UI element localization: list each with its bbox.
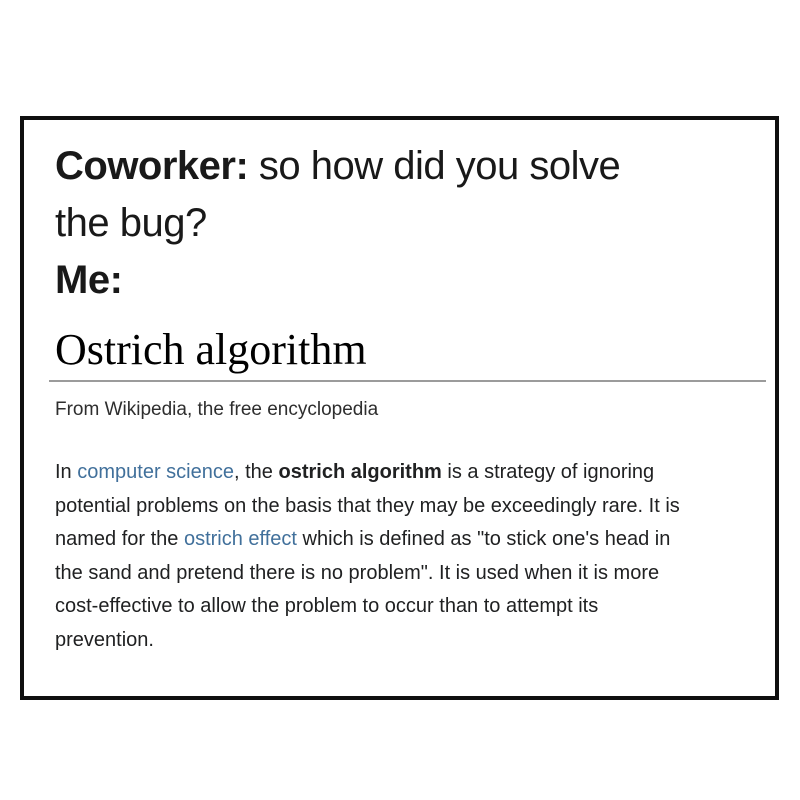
plain-text: potential problems on the basis that they may be exceedingly rare. It is (55, 494, 680, 517)
plain-text: the sand and pretend there is no problem". It is used when it is more (55, 561, 660, 584)
text-line (55, 195, 751, 252)
article-paragraph (55, 456, 751, 657)
text-line (55, 252, 751, 309)
wiki-link-ostrich-effect[interactable]: ostrich effect (183, 528, 297, 550)
plain-text: prevention. (55, 628, 154, 651)
plain-text: which is defined as "to stick one's head in (297, 528, 671, 550)
meme-panel (20, 116, 779, 700)
wiki-link-computer-science[interactable]: computer science (77, 461, 234, 483)
plain-text: In (55, 461, 78, 483)
text-line (55, 590, 751, 624)
plain-text: , the (234, 461, 279, 483)
plain-text: is a strategy of ignoring (441, 461, 655, 483)
article-title: Ostrich algorithm (55, 325, 367, 374)
plain-text: so how did you solve (248, 144, 621, 188)
text-line (55, 624, 751, 658)
article-subtitle: From Wikipedia, the free encyclopedia (55, 399, 379, 420)
text-line (55, 456, 751, 490)
plain-text: named for the (55, 528, 184, 550)
bold-text: ostrich algorithm (278, 461, 442, 483)
plain-text: cost-effective to allow the problem to occur than to attempt its (55, 595, 599, 617)
plain-text: the bug? (55, 201, 207, 245)
text-line (55, 557, 751, 591)
panel-content (24, 120, 775, 657)
text-line (55, 138, 751, 195)
title-underline (49, 380, 766, 382)
text-line (55, 490, 751, 524)
meme-dialogue (55, 138, 751, 309)
text-line (55, 523, 751, 557)
bold-text: Me: (55, 258, 123, 302)
bold-text: Coworker: (55, 144, 249, 188)
